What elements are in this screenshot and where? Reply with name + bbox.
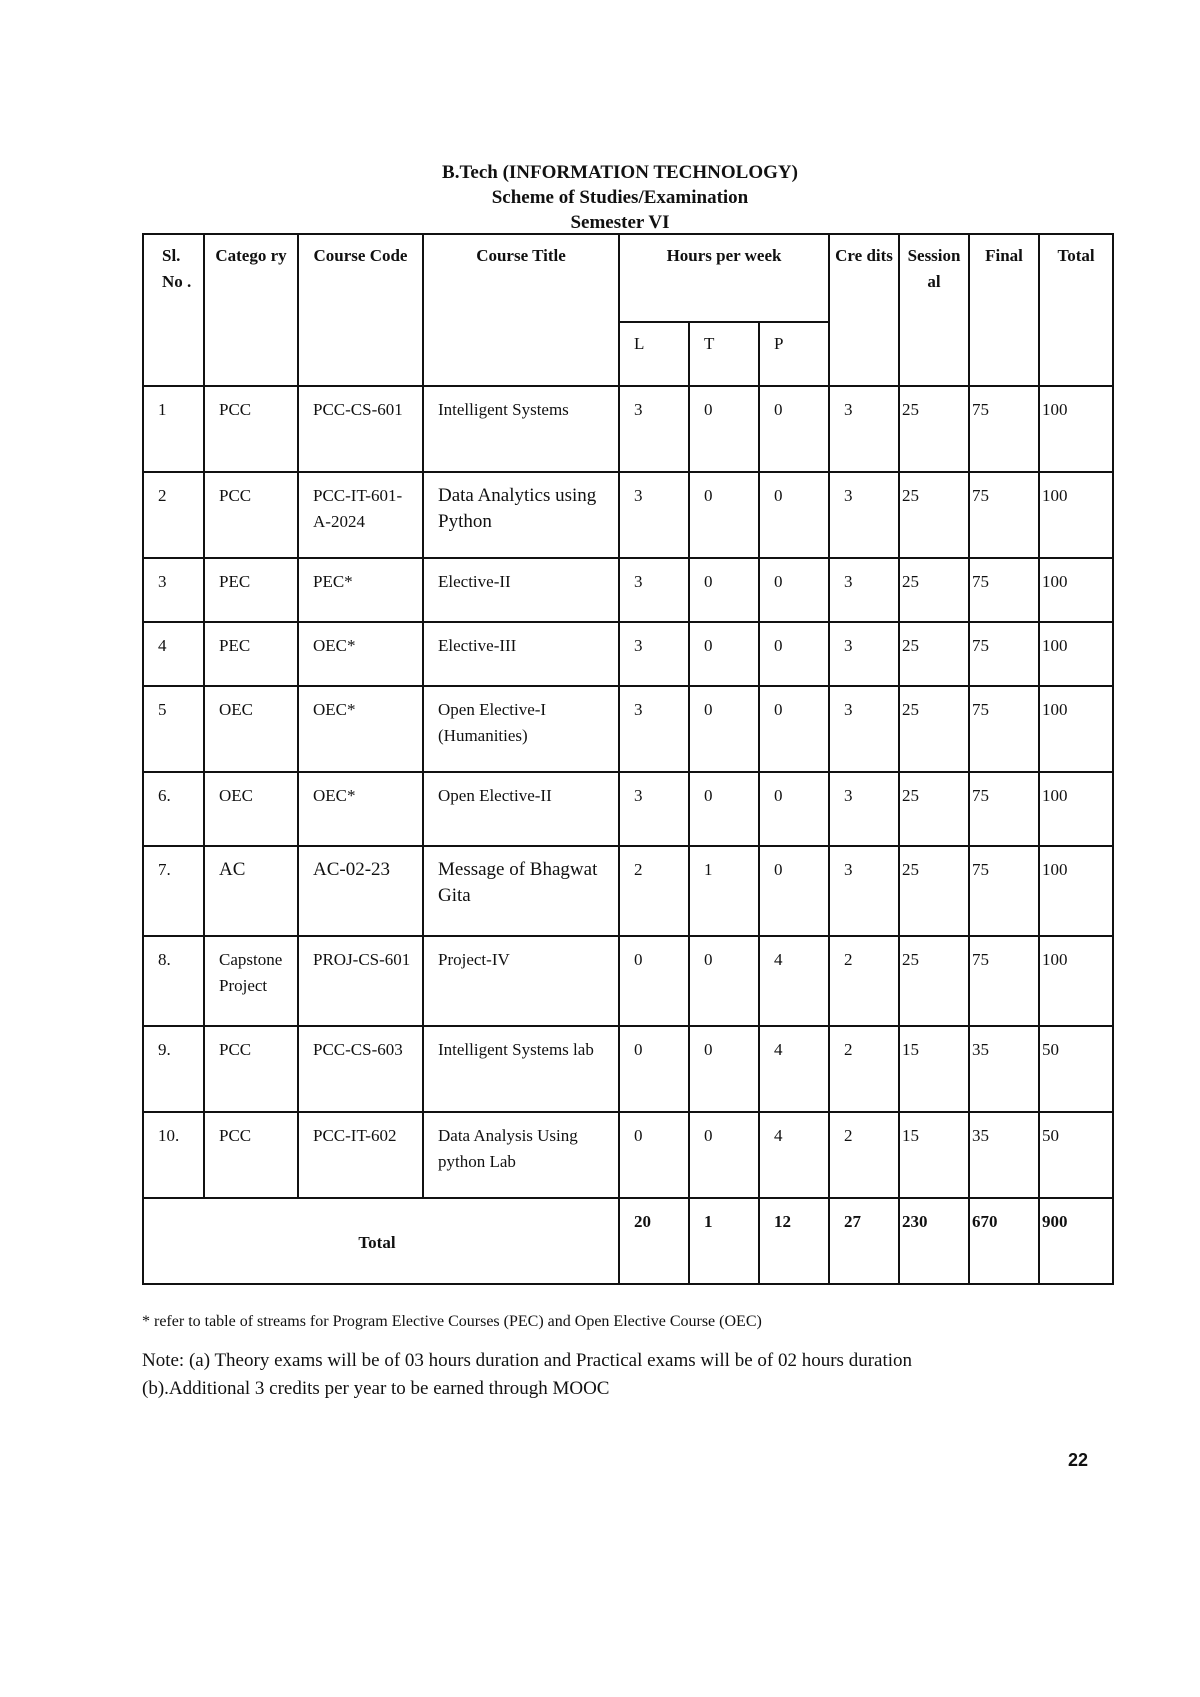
table-body [143,386,1113,1198]
cell-l: 3 [619,386,689,472]
cell-category: PCC [204,1026,298,1112]
cell-t: 0 [689,936,759,1026]
cell-total: 100 [1039,386,1113,472]
cell-category: PEC [204,558,298,622]
col-sl-no: Sl. No . [143,234,204,386]
col-final: Final [969,234,1039,386]
cell-sl-no: 1 [143,386,204,472]
table-row [143,472,1113,558]
table-row [143,386,1113,472]
cell-credits: 2 [829,1026,899,1112]
cell-t: 0 [689,686,759,772]
totals-label: Total [143,1198,619,1284]
total-p: 12 [759,1198,829,1284]
total-sessional: 230 [899,1198,969,1284]
cell-sessional: 25 [899,772,969,846]
cell-category: OEC [204,772,298,846]
cell-l: 2 [619,846,689,936]
cell-course-title: Intelligent Systems lab [423,1026,619,1112]
table-row [143,936,1113,1026]
cell-course-code: PEC* [298,558,423,622]
cell-p: 4 [759,936,829,1026]
cell-sl-no: 9. [143,1026,204,1112]
cell-category: AC [204,846,298,936]
cell-t: 0 [689,772,759,846]
cell-course-code: PCC-IT-601-A-2024 [298,472,423,558]
cell-t: 0 [689,386,759,472]
cell-credits: 2 [829,1112,899,1198]
table-row [143,558,1113,622]
table-row [143,772,1113,846]
semester-title: Semester VI [570,212,670,233]
cell-course-code: PROJ-CS-601 [298,936,423,1026]
cell-t: 0 [689,1026,759,1112]
cell-l: 0 [619,936,689,1026]
cell-total: 50 [1039,1112,1113,1198]
cell-final: 35 [969,1112,1039,1198]
table-row [143,1112,1113,1198]
col-category: Catego ry [204,234,298,386]
cell-l: 3 [619,472,689,558]
program-title: B.Tech (INFORMATION TECHNOLOGY) [442,162,798,183]
scheme-table [142,233,1114,1285]
cell-final: 75 [969,558,1039,622]
totals-row [143,1198,1113,1284]
col-p: P [759,322,829,386]
cell-sl-no: 2 [143,472,204,558]
total-credits: 27 [829,1198,899,1284]
cell-credits: 3 [829,846,899,936]
cell-p: 0 [759,772,829,846]
cell-l: 3 [619,622,689,686]
cell-sl-no: 3 [143,558,204,622]
footnote: * refer to table of streams for Program Elective Courses (PEC) and Open Elective Course (OEC) [142,1313,762,1330]
cell-sessional: 15 [899,1112,969,1198]
cell-l: 3 [619,558,689,622]
cell-credits: 2 [829,936,899,1026]
cell-l: 3 [619,772,689,846]
cell-credits: 3 [829,558,899,622]
cell-l: 0 [619,1112,689,1198]
cell-total: 100 [1039,772,1113,846]
cell-p: 0 [759,622,829,686]
total-total: 900 [1039,1198,1113,1284]
col-l: L [619,322,689,386]
cell-total: 100 [1039,558,1113,622]
cell-sessional: 25 [899,622,969,686]
col-total: Total [1039,234,1113,386]
cell-t: 0 [689,1112,759,1198]
col-course-title: Course Title [423,234,619,386]
cell-credits: 3 [829,386,899,472]
note-line-1: Note: (a) Theory exams will be of 03 hours duration and Practical exams will be of 02 hours duration [142,1350,913,1371]
cell-sessional: 15 [899,1026,969,1112]
cell-credits: 3 [829,772,899,846]
cell-p: 0 [759,558,829,622]
col-credits: Cre dits [829,234,899,386]
cell-course-code: OEC* [298,686,423,772]
cell-course-title: Project-IV [423,936,619,1026]
cell-sl-no: 4 [143,622,204,686]
col-hours-per-week: Hours per week [619,234,829,322]
cell-sl-no: 6. [143,772,204,846]
cell-course-code: PCC-IT-602 [298,1112,423,1198]
cell-p: 0 [759,472,829,558]
total-final: 670 [969,1198,1039,1284]
cell-category: Capstone Project [204,936,298,1026]
table-row [143,1026,1113,1112]
cell-final: 75 [969,772,1039,846]
cell-category: PEC [204,622,298,686]
cell-course-title: Elective-II [423,558,619,622]
cell-l: 3 [619,686,689,772]
cell-final: 35 [969,1026,1039,1112]
cell-category: PCC [204,1112,298,1198]
cell-credits: 3 [829,472,899,558]
cell-course-title: Data Analysis Using python Lab [423,1112,619,1198]
cell-course-title: Elective-III [423,622,619,686]
cell-sl-no: 10. [143,1112,204,1198]
col-course-code: Course Code [298,234,423,386]
table-row [143,622,1113,686]
col-t: T [689,322,759,386]
scheme-title: Scheme of Studies/Examination [491,187,749,208]
col-sessional: Session al [899,234,969,386]
cell-credits: 3 [829,686,899,772]
cell-p: 0 [759,686,829,772]
cell-sl-no: 7. [143,846,204,936]
table-row [143,846,1113,936]
cell-course-code: AC-02-23 [298,846,423,936]
cell-total: 100 [1039,936,1113,1026]
cell-l: 0 [619,1026,689,1112]
cell-course-title: Message of Bhagwat Gita [423,846,619,936]
cell-final: 75 [969,936,1039,1026]
cell-total: 100 [1039,472,1113,558]
cell-course-code: OEC* [298,772,423,846]
cell-course-title: Data Analytics using Python [423,472,619,558]
cell-sessional: 25 [899,558,969,622]
cell-sl-no: 8. [143,936,204,1026]
cell-t: 0 [689,472,759,558]
cell-p: 4 [759,1112,829,1198]
total-t: 1 [689,1198,759,1284]
cell-p: 4 [759,1026,829,1112]
cell-p: 0 [759,846,829,936]
cell-course-title: Open Elective-II [423,772,619,846]
cell-sessional: 25 [899,936,969,1026]
cell-total: 50 [1039,1026,1113,1112]
cell-category: OEC [204,686,298,772]
cell-sessional: 25 [899,472,969,558]
cell-total: 100 [1039,846,1113,936]
cell-sessional: 25 [899,386,969,472]
cell-total: 100 [1039,622,1113,686]
table-row [143,686,1113,772]
cell-t: 1 [689,846,759,936]
cell-p: 0 [759,386,829,472]
cell-course-code: OEC* [298,622,423,686]
cell-course-code: PCC-CS-603 [298,1026,423,1112]
total-l: 20 [619,1198,689,1284]
cell-final: 75 [969,386,1039,472]
document-heading [0,160,1200,235]
cell-course-title: Intelligent Systems [423,386,619,472]
cell-final: 75 [969,686,1039,772]
cell-sessional: 25 [899,686,969,772]
cell-credits: 3 [829,622,899,686]
cell-t: 0 [689,622,759,686]
cell-category: PCC [204,386,298,472]
note [142,1347,912,1403]
cell-final: 75 [969,472,1039,558]
cell-final: 75 [969,846,1039,936]
cell-t: 0 [689,558,759,622]
cell-final: 75 [969,622,1039,686]
cell-sessional: 25 [899,846,969,936]
page-number: 22 [1068,1450,1089,1470]
cell-total: 100 [1039,686,1113,772]
cell-category: PCC [204,472,298,558]
cell-sl-no: 5 [143,686,204,772]
cell-course-code: PCC-CS-601 [298,386,423,472]
cell-course-title: Open Elective-I (Humanities) [423,686,619,772]
note-line-2: (b).Additional 3 credits per year to be earned through MOOC [142,1378,610,1399]
